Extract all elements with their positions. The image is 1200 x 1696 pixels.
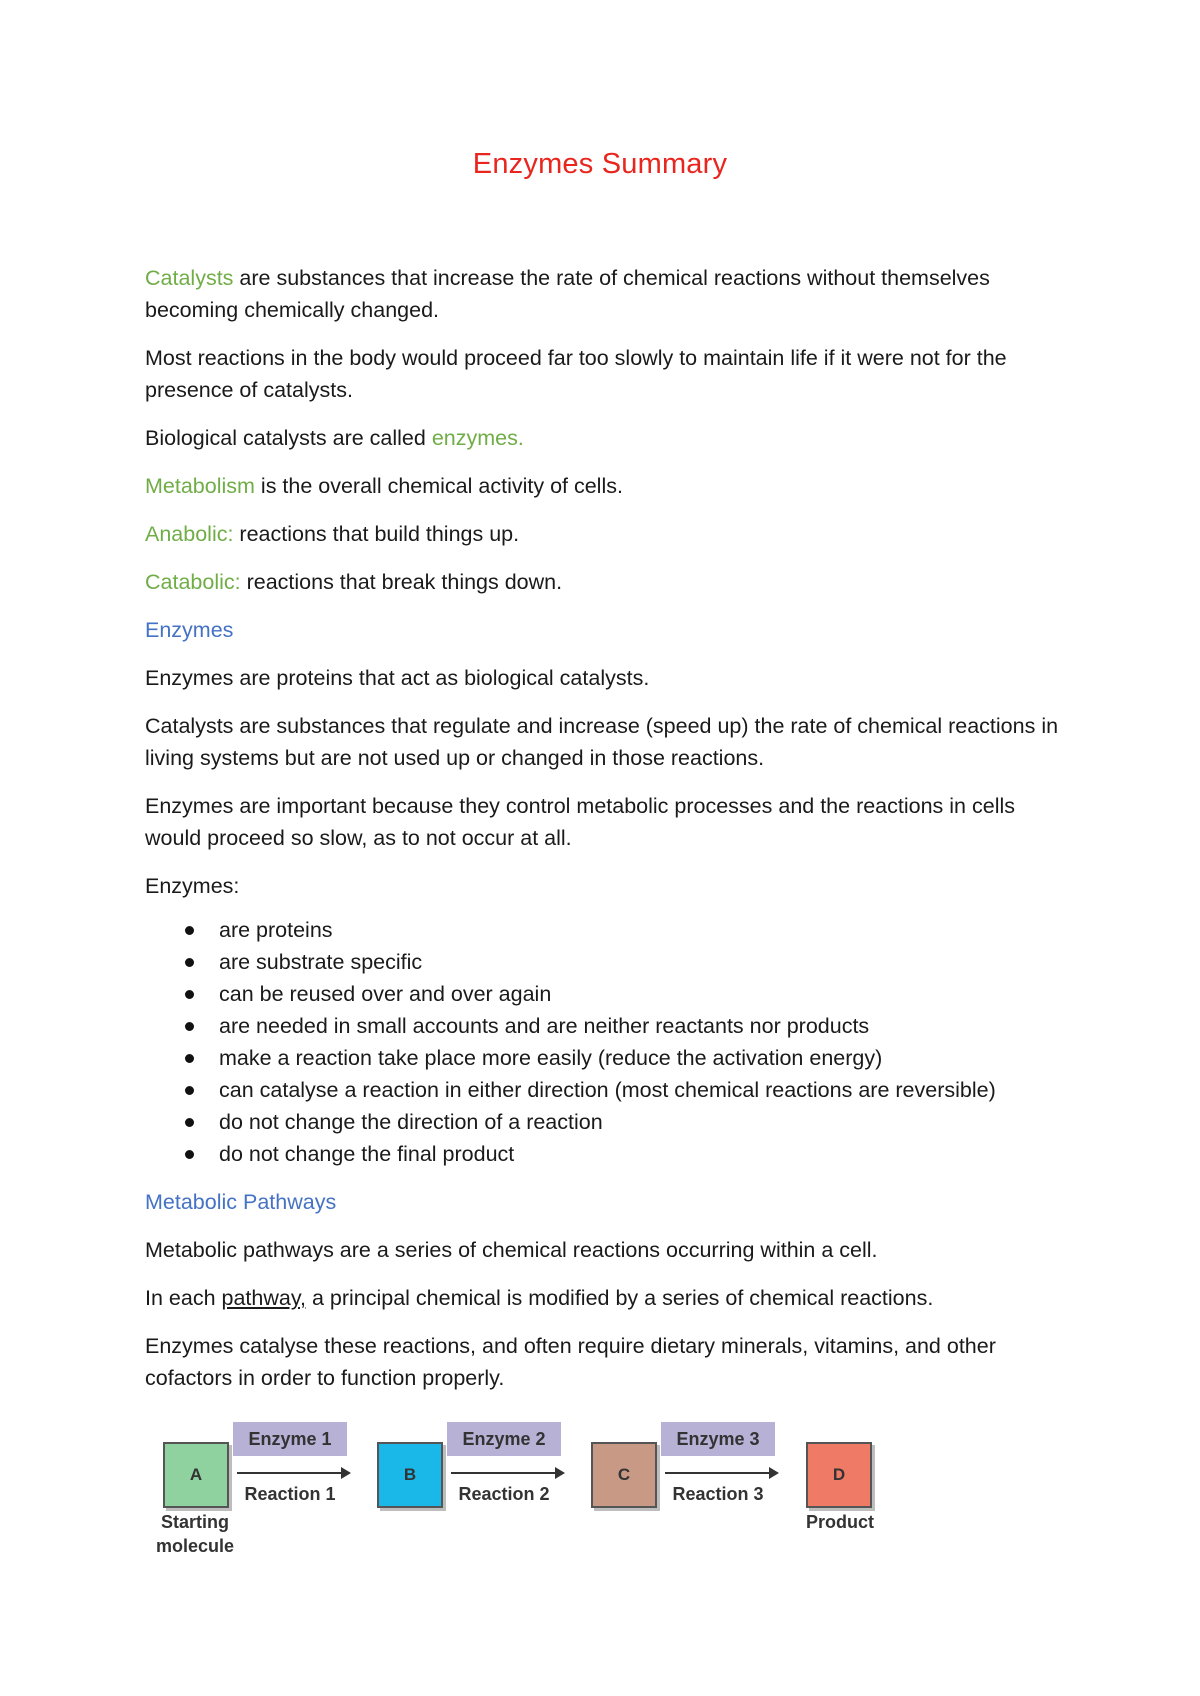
term-metabolism: Metabolism — [145, 474, 255, 498]
list-item — [145, 1106, 1065, 1138]
paragraph-text: In each — [145, 1286, 222, 1310]
paragraph-catabolic — [145, 566, 1065, 598]
paragraph-reactions: Most reactions in the body would proceed far too slowly to maintain life if it were not for the presence of catalysts. — [145, 346, 1007, 402]
bullet-icon — [185, 1086, 194, 1095]
molecule-box-d — [806, 1442, 872, 1508]
list-item-text: do not change the final product — [219, 1142, 515, 1166]
paragraph-enzymes-proteins: Enzymes are proteins that act as biological catalysts. — [145, 666, 650, 690]
reaction-label-2: Reaction 2 — [458, 1484, 550, 1504]
enzyme-properties-list — [145, 914, 1065, 1170]
paragraph-cofactors: Enzymes catalyse these reactions, and often require dietary minerals, vitamins, and other cofactors in order to function properly. — [145, 1334, 996, 1390]
list-item-text: can be reused over and over again — [219, 982, 552, 1006]
list-item-text: are proteins — [219, 918, 333, 942]
paragraph-anabolic — [145, 518, 1065, 550]
list-item — [145, 1010, 1065, 1042]
reaction-label-3: Reaction 3 — [672, 1484, 764, 1504]
molecule-box-b — [377, 1442, 443, 1508]
product-label: Product — [805, 1512, 874, 1532]
list-item-text: make a reaction take place more easily (reduce the activation energy) — [219, 1046, 883, 1070]
enzyme-label-2: Enzyme 2 — [447, 1422, 561, 1456]
list-item — [145, 1074, 1065, 1106]
molecule-letter: C — [617, 1465, 631, 1484]
metabolic-pathway-diagram — [145, 1422, 905, 1572]
term-anabolic: Anabolic: — [145, 522, 234, 546]
document-body — [145, 262, 1065, 1410]
page-title: Enzymes Summary — [472, 148, 728, 180]
bullet-icon — [185, 926, 194, 935]
list-item-text: can catalyse a reaction in either direction (most chemical reactions are reversible) — [219, 1078, 996, 1102]
list-item — [145, 914, 1065, 946]
reaction-arrow-icon — [451, 1472, 563, 1474]
term-catalysts: Catalysts — [145, 266, 234, 290]
list-item-text: are substrate specific — [219, 950, 423, 974]
list-item-text: are needed in small accounts and are neither reactants nor products — [219, 1014, 870, 1038]
paragraph-text: a principal chemical is modified by a series of chemical reactions. — [305, 1286, 934, 1310]
molecule-box-c — [591, 1442, 657, 1508]
bullet-icon — [185, 1150, 194, 1159]
heading-enzymes: Enzymes — [145, 618, 234, 642]
bullet-icon — [185, 958, 194, 967]
enzyme-label-3: Enzyme 3 — [661, 1422, 775, 1456]
label-line: Starting — [160, 1512, 229, 1532]
molecule-letter: D — [832, 1465, 846, 1484]
list-intro: Enzymes: — [145, 874, 240, 898]
paragraph-catalysts — [145, 262, 1065, 326]
paragraph-text: reactions that break things down. — [240, 570, 563, 594]
bullet-icon — [185, 1118, 194, 1127]
paragraph-metabolism — [145, 470, 1065, 502]
bullet-icon — [185, 990, 194, 999]
label-line: molecule — [155, 1536, 235, 1556]
starting-molecule-label — [145, 1510, 245, 1558]
molecule-box-a — [163, 1442, 229, 1508]
list-item-text: do not change the direction of a reaction — [219, 1110, 603, 1134]
paragraph-text: Biological catalysts are called — [145, 426, 432, 450]
paragraph-text: is the overall chemical activity of cells. — [254, 474, 623, 498]
paragraph-biological-catalysts — [145, 422, 1065, 454]
term-enzymes: enzymes. — [431, 426, 524, 450]
term-catabolic: Catabolic: — [145, 570, 241, 594]
list-item — [145, 978, 1065, 1010]
reaction-arrow-icon — [665, 1472, 777, 1474]
paragraph-text: reactions that build things up. — [233, 522, 520, 546]
paragraph-pathway-modified — [145, 1282, 1065, 1314]
enzyme-label-1: Enzyme 1 — [233, 1422, 347, 1456]
paragraph-text: are substances that increase the rate of chemical reactions without themselves becoming chemically changed. — [145, 266, 990, 322]
list-item — [145, 1042, 1065, 1074]
list-item — [145, 946, 1065, 978]
reaction-label-1: Reaction 1 — [244, 1484, 336, 1504]
paragraph-catalysts-regulate: Catalysts are substances that regulate and increase (speed up) the rate of chemical reactions in living systems but are not used up or changed in those reactions. — [145, 714, 1059, 770]
paragraph-pathways-definition: Metabolic pathways are a series of chemical reactions occurring within a cell. — [145, 1238, 878, 1262]
bullet-icon — [185, 1022, 194, 1031]
pathway-link[interactable]: pathway, — [221, 1286, 306, 1310]
paragraph-enzymes-important: Enzymes are important because they control metabolic processes and the reactions in cells would proceed so slow, as to not occur at all. — [145, 794, 1015, 850]
molecule-letter: A — [189, 1465, 203, 1484]
molecule-letter: B — [403, 1465, 417, 1484]
list-item — [145, 1138, 1065, 1170]
bullet-icon — [185, 1054, 194, 1063]
reaction-arrow-icon — [237, 1472, 349, 1474]
heading-metabolic-pathways: Metabolic Pathways — [145, 1190, 337, 1214]
